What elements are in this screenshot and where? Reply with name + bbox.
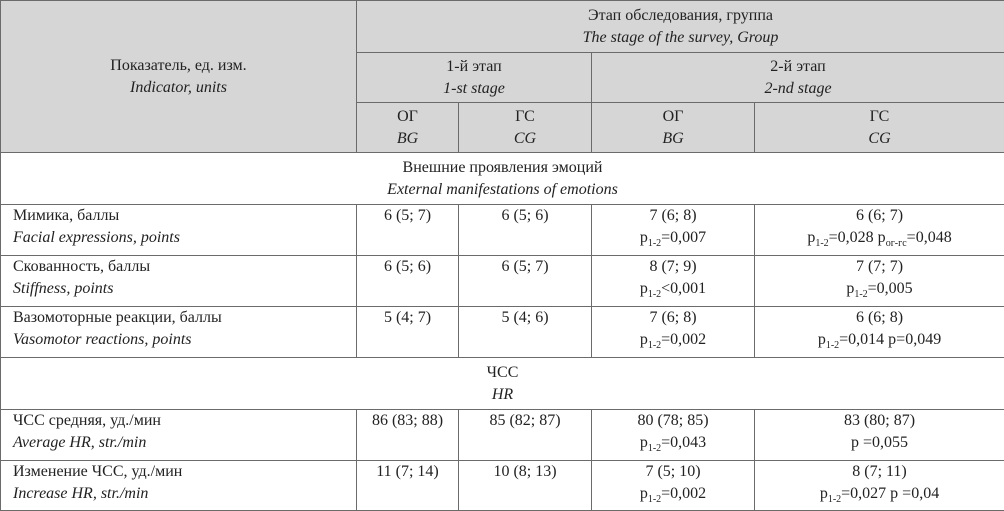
- section-header-hr: [1, 358, 1004, 410]
- indicator-ru: Изменение ЧСС, уд./мин: [13, 461, 344, 483]
- median-value: 83 (80; 87): [767, 410, 992, 432]
- group-label-en: BG: [369, 128, 446, 150]
- indicator-en: Facial expressions, points: [13, 227, 344, 249]
- indicator-ru: Скованность, баллы: [13, 256, 344, 278]
- indicator-header-ru: Показатель, ед. изм.: [13, 55, 344, 77]
- stage1-og-value: 6 (5; 7): [357, 205, 459, 256]
- stage1-gs-value: 6 (5; 7): [459, 256, 592, 307]
- p-value: p =0,055: [767, 432, 992, 454]
- stage2-header: [592, 53, 1004, 103]
- indicator-en: Vasomotor reactions, points: [13, 329, 344, 351]
- stage1-gs-value: 5 (4; 6): [459, 307, 592, 358]
- indicator-ru: Мимика, баллы: [13, 205, 344, 227]
- median-value: 7 (6; 8): [604, 205, 742, 227]
- p-value: $p_{1-2}=0,005$: [767, 278, 992, 300]
- stage2-header-ru: 2-й этап: [604, 56, 992, 78]
- p-value: $p_{1-2}=0,007$: [604, 227, 742, 249]
- stage1-og-header: [357, 103, 459, 153]
- indicator-en: Increase HR, str./min: [13, 483, 344, 505]
- group-label-ru: ГС: [471, 106, 579, 128]
- p-value: $p_{1-2}=0,043$: [604, 432, 742, 454]
- group-label-ru: ОГ: [369, 106, 446, 128]
- section-title-ru: ЧСС: [13, 362, 992, 384]
- table-row: [1, 307, 1004, 358]
- p-value: $p_{1-2}=0,028$ $p_{ог-гс}=0,048$: [767, 227, 992, 249]
- stage1-header-en: 1-st stage: [369, 78, 579, 100]
- p-value: $p_{1-2}=0,014$ p=0,049: [767, 329, 992, 351]
- stage-group-header-ru: Этап обследования, группа: [369, 5, 992, 27]
- median-value: 6 (6; 7): [767, 205, 992, 227]
- group-label-ru: ГС: [767, 106, 992, 128]
- indicator-ru: ЧСС средняя, уд./мин: [13, 410, 344, 432]
- stage1-gs-value: 85 (82; 87): [459, 410, 592, 461]
- indicator-en: Stiffness, points: [13, 278, 344, 300]
- stage1-og-value: 86 (83; 88): [357, 410, 459, 461]
- stage2-og-value: [592, 410, 755, 461]
- stage2-gs-header: [755, 103, 1004, 153]
- stage2-gs-value: [755, 461, 1004, 511]
- p-value: $p_{1-2}=0,002$: [604, 483, 742, 505]
- indicator-cell: [1, 461, 357, 511]
- stage1-gs-value: 10 (8; 13): [459, 461, 592, 511]
- section-title-ru: Внешние проявления эмоций: [13, 157, 992, 179]
- stage2-og-header: [592, 103, 755, 153]
- indicator-ru: Вазомоторные реакции, баллы: [13, 307, 344, 329]
- stage2-header-en: 2-nd stage: [604, 78, 992, 100]
- indicator-cell: [1, 410, 357, 461]
- median-value: 6 (6; 8): [767, 307, 992, 329]
- indicator-header-en: Indicator, units: [13, 77, 344, 99]
- stage1-header: [357, 53, 592, 103]
- indicator-header: [1, 1, 357, 153]
- indicator-cell: [1, 256, 357, 307]
- stage1-header-ru: 1-й этап: [369, 56, 579, 78]
- stage-group-header-en: The stage of the survey, Group: [369, 27, 992, 49]
- stage2-og-value: [592, 461, 755, 511]
- p-value: $p_{1-2}<0,001$: [604, 278, 742, 300]
- median-value: 8 (7; 11): [767, 461, 992, 483]
- stage2-gs-value: [755, 307, 1004, 358]
- section-header-emotions: [1, 153, 1004, 205]
- stage1-og-value: 6 (5; 6): [357, 256, 459, 307]
- stage1-og-value: 11 (7; 14): [357, 461, 459, 511]
- stage1-gs-header: [459, 103, 592, 153]
- section-title-en: External manifestations of emotions: [13, 179, 992, 201]
- section-title-en: HR: [13, 384, 992, 406]
- stage2-gs-value: [755, 410, 1004, 461]
- group-label-en: BG: [604, 128, 742, 150]
- median-value: 7 (5; 10): [604, 461, 742, 483]
- p-value: $p_{1-2}=0,002$: [604, 329, 742, 351]
- stage1-og-value: 5 (4; 7): [357, 307, 459, 358]
- stage2-og-value: [592, 205, 755, 256]
- indicator-cell: [1, 307, 357, 358]
- table-row: [1, 461, 1004, 511]
- indicator-cell: [1, 205, 357, 256]
- median-value: 7 (7; 7): [767, 256, 992, 278]
- stage-group-header: [357, 1, 1004, 53]
- stage2-og-value: [592, 256, 755, 307]
- table-row: [1, 256, 1004, 307]
- stage2-gs-value: [755, 256, 1004, 307]
- table-row: [1, 205, 1004, 256]
- median-value: 80 (78; 85): [604, 410, 742, 432]
- stage2-gs-value: [755, 205, 1004, 256]
- median-value: 7 (6; 8): [604, 307, 742, 329]
- stage2-og-value: [592, 307, 755, 358]
- p-value: $p_{1-2}=0,027$ p =0,04: [767, 483, 992, 505]
- group-label-en: CG: [767, 128, 992, 150]
- group-label-en: CG: [471, 128, 579, 150]
- group-label-ru: ОГ: [604, 106, 742, 128]
- table-row: [1, 410, 1004, 461]
- stage1-gs-value: 6 (5; 6): [459, 205, 592, 256]
- indicator-en: Average HR, str./min: [13, 432, 344, 454]
- median-value: 8 (7; 9): [604, 256, 742, 278]
